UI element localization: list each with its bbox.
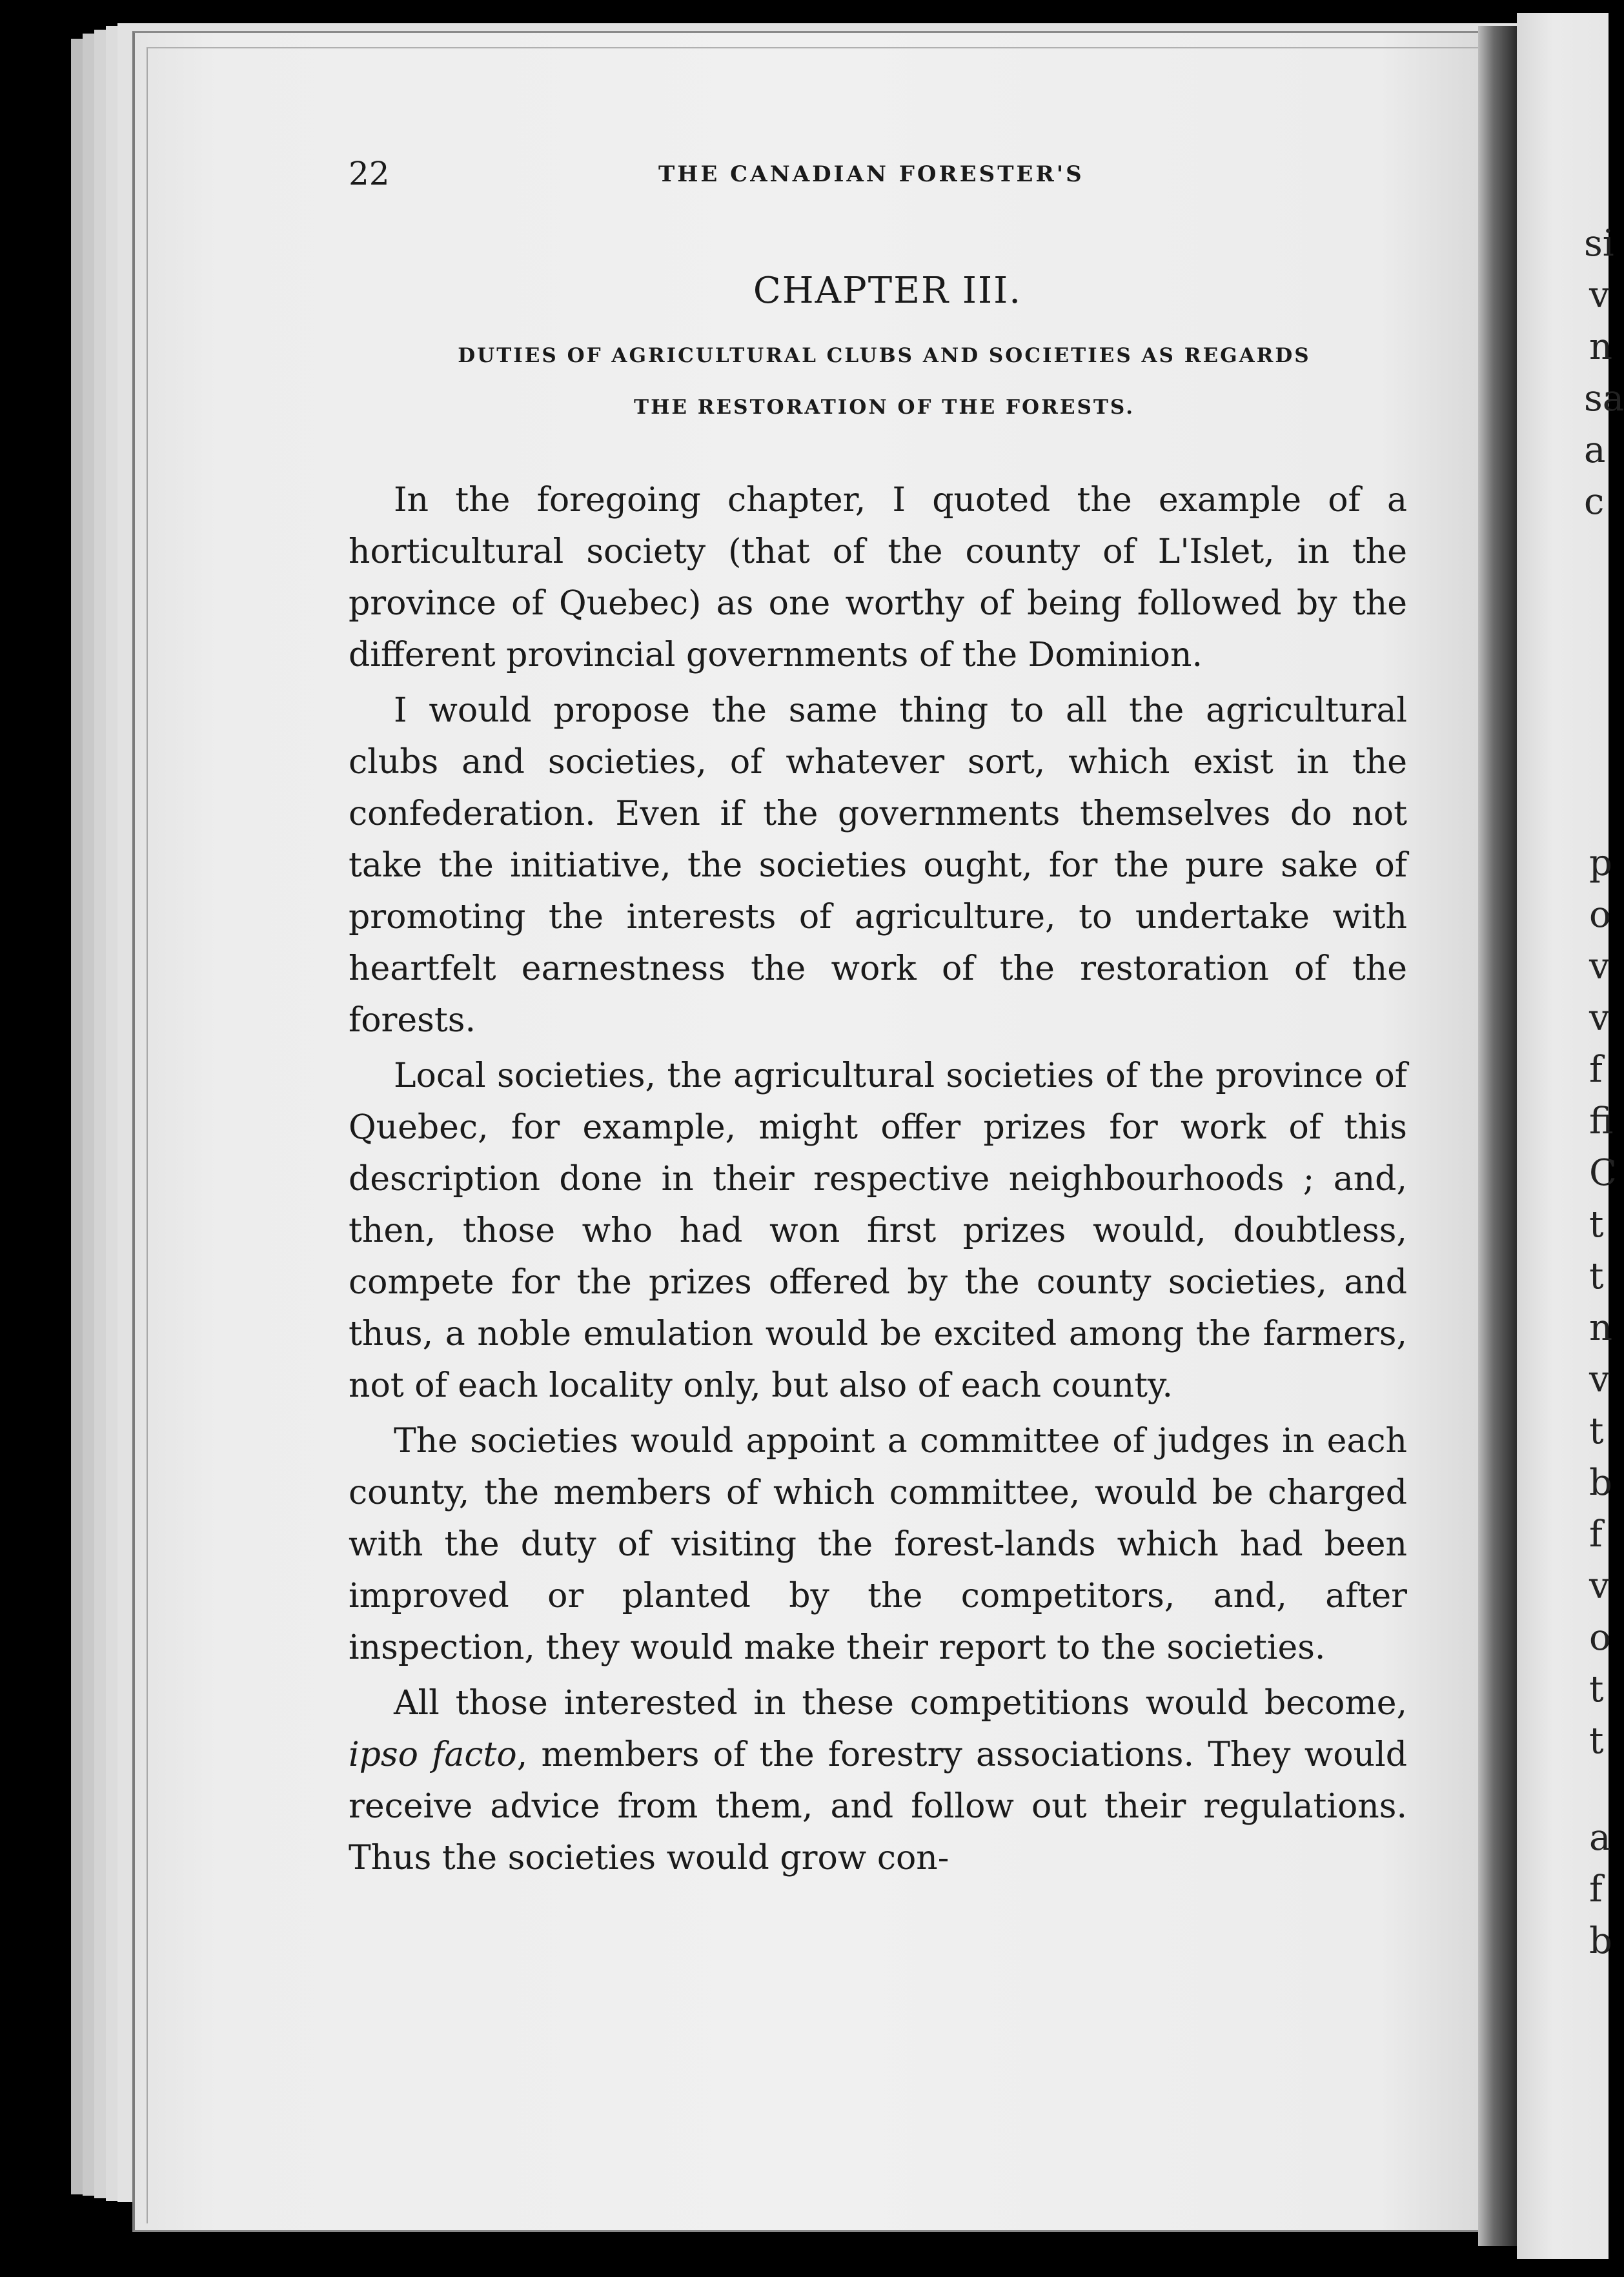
- paragraph-3: Local societies, the agricultural societies of the province of Quebec, for example, might offer prizes for work of this description done in their respective neighbourhoods ; and, then, those who had won first prizes would, doubtless, compete for the prizes offered by the county societies, and thus, a noble emulation would be excited among the farmers, not of each locality only, but also of each county.: [349, 1057, 1407, 1405]
- facing-page-text: b: [1589, 1920, 1612, 1962]
- facing-page-text: sa: [1584, 378, 1624, 420]
- facing-page-text: f: [1589, 1049, 1603, 1091]
- facing-page-fragment: [1517, 13, 1624, 2259]
- facing-page-text: v: [1589, 274, 1610, 316]
- facing-page-text: n: [1589, 1307, 1613, 1349]
- book-gutter: [1478, 26, 1517, 2246]
- running-title: THE CANADIAN FORESTER'S: [658, 161, 1084, 187]
- facing-page-text: b: [1589, 1462, 1612, 1504]
- facing-page-text: t: [1589, 1410, 1604, 1452]
- facing-page-text: v: [1589, 997, 1610, 1039]
- facing-page-text: t: [1589, 1255, 1604, 1297]
- paragraph-5-start: All those interested in these competitions would become,: [394, 1684, 1407, 1723]
- chapter-subtitle: [361, 330, 1407, 433]
- facing-page-text: n: [1589, 326, 1613, 368]
- paragraph-5: [349, 1677, 1407, 1884]
- facing-page-text: v: [1589, 1359, 1610, 1401]
- facing-page-text: o: [1589, 894, 1611, 936]
- chapter-title: CHAPTER III.: [753, 270, 1022, 312]
- paragraph-1: In the foregoing chapter, I quoted the example of a horticultural society (that of the county of L'Islet, in the province of Quebec) as one worthy of being followed by the different provincial governments of the Dominion.: [349, 481, 1407, 674]
- chapter-subtitle-line-1: DUTIES OF AGRICULTURAL CLUBS AND SOCIETIES AS REGARDS: [458, 344, 1311, 367]
- paragraph-4: The societies would appoint a committee of judges in each county, the members of which committee, would be charged with the duty of visiting the forest-lands which had been improved or planted by the competitors, and, after inspection, they would make their report to the societies.: [349, 1422, 1407, 1667]
- facing-page-text: t: [1589, 1668, 1604, 1710]
- body-text: [349, 474, 1407, 1884]
- facing-page-text: f: [1589, 1868, 1603, 1910]
- facing-page-text: fi: [1589, 1100, 1614, 1142]
- facing-page-text: v: [1589, 946, 1610, 987]
- facing-page-text: t: [1589, 1720, 1604, 1762]
- paragraph-2: I would propose the same thing to all the agricultural clubs and societies, of whatever sort, which exist in the confederation. Even if the governments themselves do not take the initiative, the societies ought, for the pure sake of promoting the interests of agriculture, to undertake with heartfelt earnestness the work of the restoration of the forests.: [349, 691, 1407, 1040]
- facing-page-text: c: [1584, 481, 1605, 523]
- page-text-block: [349, 155, 1407, 1888]
- page-number: 22: [349, 155, 390, 192]
- running-head: [349, 155, 1407, 200]
- facing-page-text: C: [1589, 1152, 1617, 1194]
- facing-page-text: a: [1584, 429, 1606, 471]
- paragraph-5-end: , members of the forestry associations. They would receive advice from them, and follow out their regulations. Thus the societies would grow con-: [349, 1736, 1407, 1877]
- facing-page-text: p: [1589, 842, 1612, 884]
- facing-page-text: v: [1589, 1565, 1610, 1607]
- facing-page-text: f: [1589, 1513, 1603, 1555]
- facing-page-text: o: [1589, 1617, 1611, 1659]
- facing-page-text: a: [1589, 1817, 1611, 1859]
- facing-page-text: t: [1589, 1204, 1604, 1246]
- facing-page-text: si: [1584, 223, 1614, 265]
- chapter-subtitle-line-2: THE RESTORATION OF THE FORESTS.: [634, 396, 1135, 419]
- latin-phrase: ipso facto: [349, 1736, 517, 1774]
